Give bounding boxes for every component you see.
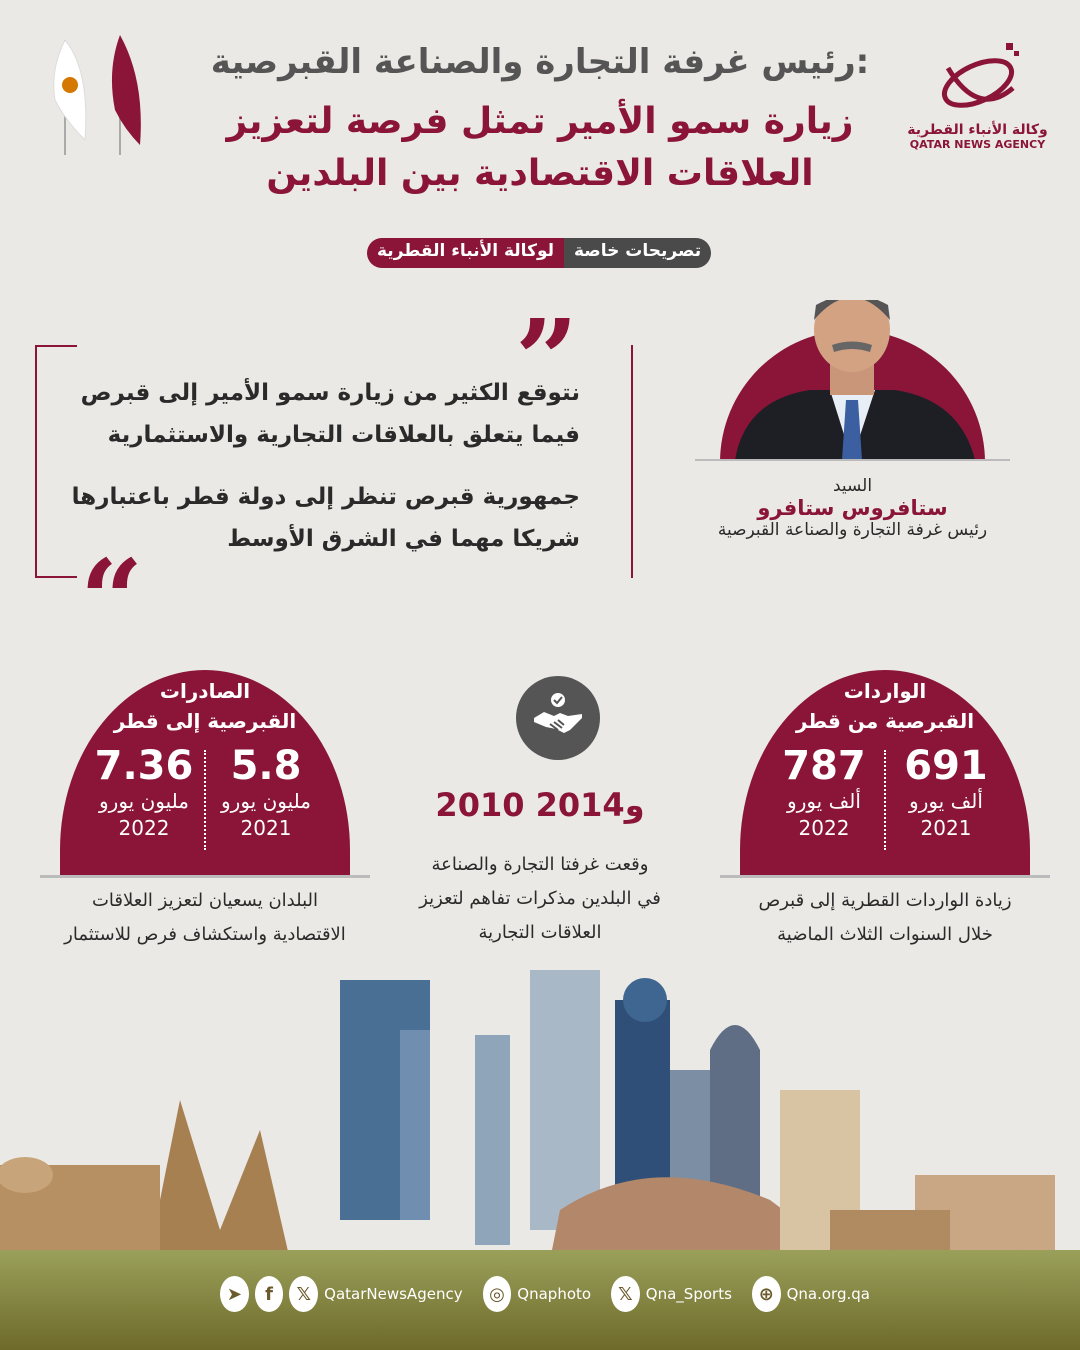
- desc-line: البلدان يسعيان لتعزيز العلاقات: [91, 890, 318, 911]
- mou-years: 2010 و2014: [435, 786, 645, 824]
- stat-year: 2021: [240, 816, 292, 840]
- stat-year: 2021: [920, 816, 972, 840]
- exports-title: الصادرات: [159, 679, 251, 703]
- title-line-1: رئيس غرفة التجارة والصناعة القبرصية:: [210, 42, 870, 82]
- quote-open-icon: ”: [515, 295, 579, 424]
- desc-line: خلال السنوات الثلاث الماضية: [777, 924, 993, 945]
- person-photo: [720, 300, 985, 460]
- telegram-icon[interactable]: ➤: [220, 1276, 249, 1312]
- desc-line: زيادة الواردات القطرية إلى قبرص: [758, 890, 1012, 911]
- stat-unit: مليون يورو: [99, 789, 189, 813]
- quote-p1-line2: فيما يتعلق بالعلاقات التجارية والاستثمارية: [107, 422, 580, 448]
- quote-p2-line2: شريكا مهما في الشرق الأوسط: [227, 526, 580, 552]
- imports-subtitle: القبرصية من قطر: [795, 709, 975, 733]
- badge-statements: تصريحات خاصة: [564, 238, 711, 268]
- divider: [695, 459, 1010, 461]
- globe-icon[interactable]: ⊕: [752, 1276, 781, 1312]
- imports-2021: [886, 744, 1006, 850]
- logo-arabic: وكالة الأنباء القطرية: [907, 122, 1048, 138]
- x-icon[interactable]: 𝕏: [611, 1276, 640, 1312]
- desc-line: في البلدين مذكرات تفاهم لتعزيز: [419, 888, 661, 909]
- divider: [720, 875, 1050, 878]
- stat-year: 2022: [798, 816, 850, 840]
- divider: [40, 875, 370, 878]
- handle-qna[interactable]: QatarNewsAgency: [324, 1285, 463, 1303]
- stat-value: 787: [782, 743, 866, 789]
- special-statements-badge: [367, 238, 711, 268]
- mou-desc: [380, 848, 700, 950]
- person-honorific: السيد: [832, 476, 873, 496]
- handle-qnaphoto[interactable]: Qnaphoto: [517, 1285, 592, 1303]
- stat-year: 2022: [118, 816, 170, 840]
- imports-desc: [720, 884, 1050, 952]
- imports-2022: [764, 744, 884, 850]
- stat-value: 7.36: [94, 743, 194, 789]
- stat-unit: مليون يورو: [221, 789, 311, 813]
- quote-p2-line1: جمهورية قبرص تنظر إلى دولة قطر باعتبارها: [71, 484, 580, 510]
- stat-value: 691: [904, 743, 988, 789]
- quote-close-icon: “: [80, 535, 144, 664]
- person-role: رئيس غرفة التجارة والصناعة القبرصية: [717, 520, 988, 540]
- portrait: [720, 300, 985, 460]
- exports-2021: [206, 744, 326, 850]
- flags-icon: [45, 30, 145, 160]
- exports-2022: [84, 744, 204, 850]
- qna-logo: [905, 38, 1050, 151]
- person-name: ستافروس ستافرو: [757, 496, 948, 520]
- desc-line: العلاقات التجارية: [478, 922, 602, 943]
- logo-english: QATAR NEWS AGENCY: [909, 138, 1046, 151]
- social-footer: [220, 1276, 870, 1312]
- x-icon[interactable]: 𝕏: [289, 1276, 318, 1312]
- headline-line-2: زيارة سمو الأمير تمثل فرصة لتعزيز: [226, 101, 854, 142]
- exports-desc: [30, 884, 380, 952]
- person-info: [680, 476, 1025, 540]
- stat-unit: ألف يورو: [787, 789, 861, 813]
- desc-line: وقعت غرفتا التجارة والصناعة: [431, 854, 649, 875]
- badge-agency: لوكالة الأنباء القطرية: [367, 238, 564, 268]
- headline-line-3: العلاقات الاقتصادية بين البلدين: [266, 153, 814, 194]
- exports-panel: [60, 670, 350, 875]
- quote-text: [60, 372, 580, 560]
- handle-qna-sports[interactable]: Qna_Sports: [645, 1285, 732, 1303]
- imports-title: الواردات: [843, 679, 927, 703]
- imports-panel: [740, 670, 1030, 875]
- handshake-icon: [516, 676, 600, 760]
- headline: [180, 96, 900, 200]
- quote-p1-line1: نتوقع الكثير من زيارة سمو الأمير إلى قبرص: [80, 380, 580, 406]
- qna-logo-icon: [928, 38, 1028, 118]
- facebook-icon[interactable]: f: [255, 1276, 284, 1312]
- instagram-icon[interactable]: ◎: [483, 1276, 512, 1312]
- stat-unit: ألف يورو: [909, 789, 983, 813]
- website-link[interactable]: Qna.org.qa: [786, 1285, 870, 1303]
- desc-line: الاقتصادية واستكشاف فرص للاستثمار: [64, 924, 346, 945]
- stat-value: 5.8: [230, 743, 302, 789]
- exports-subtitle: القبرصية إلى قطر: [113, 709, 297, 733]
